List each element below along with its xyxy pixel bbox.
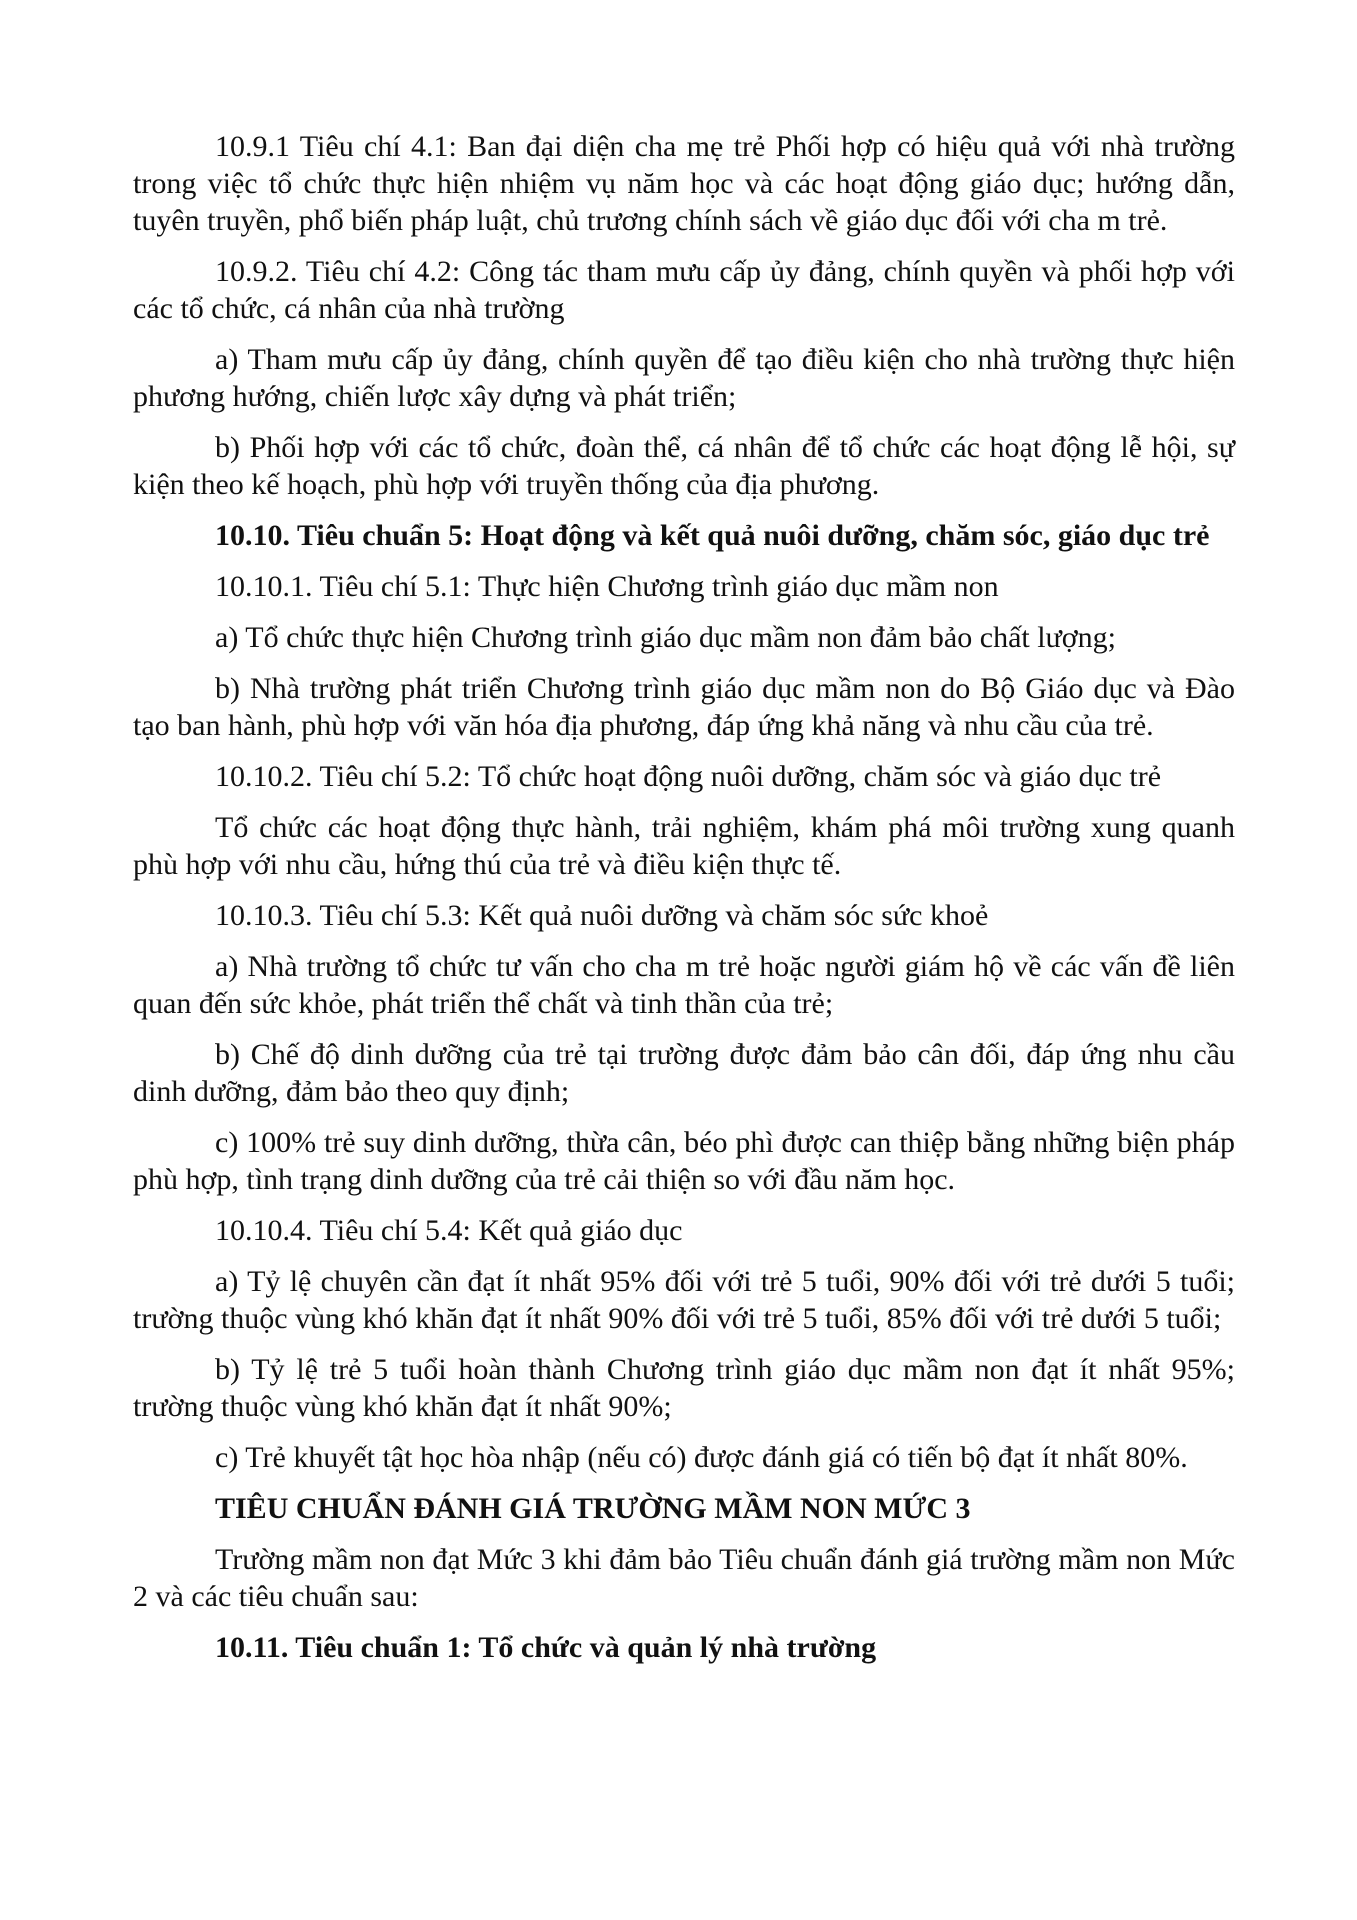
paragraph-criterion-5-4-b: b) Tỷ lệ trẻ 5 tuổi hoàn thành Chương trình giáo dục mầm non đạt ít nhất 95%; trường thuộc vùng khó khăn đạt ít nhất 90%;	[133, 1353, 1235, 1423]
paragraph-level-3-intro: Trường mầm non đạt Mức 3 khi đảm bảo Tiêu chuẩn đánh giá trường mầm non Mức 2 và các tiêu chuẩn sau:	[133, 1543, 1235, 1613]
document-page	[133, 128, 1235, 1680]
heading-standard-5: 10.10. Tiêu chuẩn 5: Hoạt động và kết quả nuôi dưỡng, chăm sóc, giáo dục trẻ	[215, 519, 1210, 552]
paragraph-criterion-5-3-b: b) Chế độ dinh dưỡng của trẻ tại trường được đảm bảo cân đối, đáp ứng nhu cầu dinh dưỡng, đảm bảo theo quy định;	[133, 1038, 1235, 1108]
paragraph-criterion-5-3-c: c) 100% trẻ suy dinh dưỡng, thừa cân, béo phì được can thiệp bằng những biện pháp phù hợp, tình trạng dinh dưỡng của trẻ cải thiện so với đầu năm học.	[133, 1126, 1235, 1196]
heading-level-3-standards: TIÊU CHUẨN ĐÁNH GIÁ TRƯỜNG MẦM NON MỨC 3	[215, 1492, 971, 1525]
paragraph-criterion-4-1: 10.9.1 Tiêu chí 4.1: Ban đại diện cha mẹ trẻ Phối hợp có hiệu quả với nhà trường trong việc tổ chức thực hiện nhiệm vụ năm học và các hoạt động giáo dục; hướng dẫn, tuyên truyền, phổ biến pháp luật, chủ trương chính sách về giáo dục đối với cha m trẻ.	[133, 130, 1235, 237]
paragraph-criterion-5-4-a: a) Tỷ lệ chuyên cần đạt ít nhất 95% đối với trẻ 5 tuổi, 90% đối với trẻ dưới 5 tuổi; trường thuộc vùng khó khăn đạt ít nhất 90% đối với trẻ 5 tuổi, 85% đối với trẻ dưới 5 tuổi;	[133, 1265, 1235, 1335]
paragraph-criterion-5-3: 10.10.3. Tiêu chí 5.3: Kết quả nuôi dưỡng và chăm sóc sức khoẻ	[215, 899, 989, 932]
paragraph-criterion-5-1-a: a) Tổ chức thực hiện Chương trình giáo dục mầm non đảm bảo chất lượng;	[215, 621, 1117, 654]
paragraph-criterion-5-3-a: a) Nhà trường tổ chức tư vấn cho cha m trẻ hoặc người giám hộ về các vấn đề liên quan đến sức khỏe, phát triển thể chất và tinh thần của trẻ;	[133, 950, 1235, 1020]
paragraph-criterion-5-4: 10.10.4. Tiêu chí 5.4: Kết quả giáo dục	[215, 1214, 683, 1247]
heading-standard-1-level-3: 10.11. Tiêu chuẩn 1: Tổ chức và quản lý nhà trường	[215, 1631, 877, 1664]
paragraph-criterion-5-2-body: Tổ chức các hoạt động thực hành, trải nghiệm, khám phá môi trường xung quanh phù hợp với nhu cầu, hứng thú của trẻ và điều kiện thực tế.	[133, 811, 1235, 881]
paragraph-criterion-4-2-b: b) Phối hợp với các tổ chức, đoàn thể, cá nhân để tổ chức các hoạt động lễ hội, sự kiện theo kế hoạch, phù hợp với truyền thống của địa phương.	[133, 431, 1235, 501]
paragraph-criterion-5-2: 10.10.2. Tiêu chí 5.2: Tổ chức hoạt động nuôi dưỡng, chăm sóc và giáo dục trẻ	[215, 760, 1162, 793]
paragraph-criterion-4-2: 10.9.2. Tiêu chí 4.2: Công tác tham mưu cấp ủy đảng, chính quyền và phối hợp với các tổ chức, cá nhân của nhà trường	[133, 255, 1235, 325]
paragraph-criterion-4-2-a: a) Tham mưu cấp ủy đảng, chính quyền để tạo điều kiện cho nhà trường thực hiện phương hướng, chiến lược xây dựng và phát triển;	[133, 343, 1235, 413]
paragraph-criterion-5-4-c: c) Trẻ khuyết tật học hòa nhập (nếu có) được đánh giá có tiến bộ đạt ít nhất 80%.	[215, 1441, 1188, 1474]
paragraph-criterion-5-1: 10.10.1. Tiêu chí 5.1: Thực hiện Chương trình giáo dục mầm non	[215, 570, 999, 603]
paragraph-criterion-5-1-b: b) Nhà trường phát triển Chương trình giáo dục mầm non do Bộ Giáo dục và Đào tạo ban hành, phù hợp với văn hóa địa phương, đáp ứng khả năng và nhu cầu của trẻ.	[133, 672, 1235, 742]
